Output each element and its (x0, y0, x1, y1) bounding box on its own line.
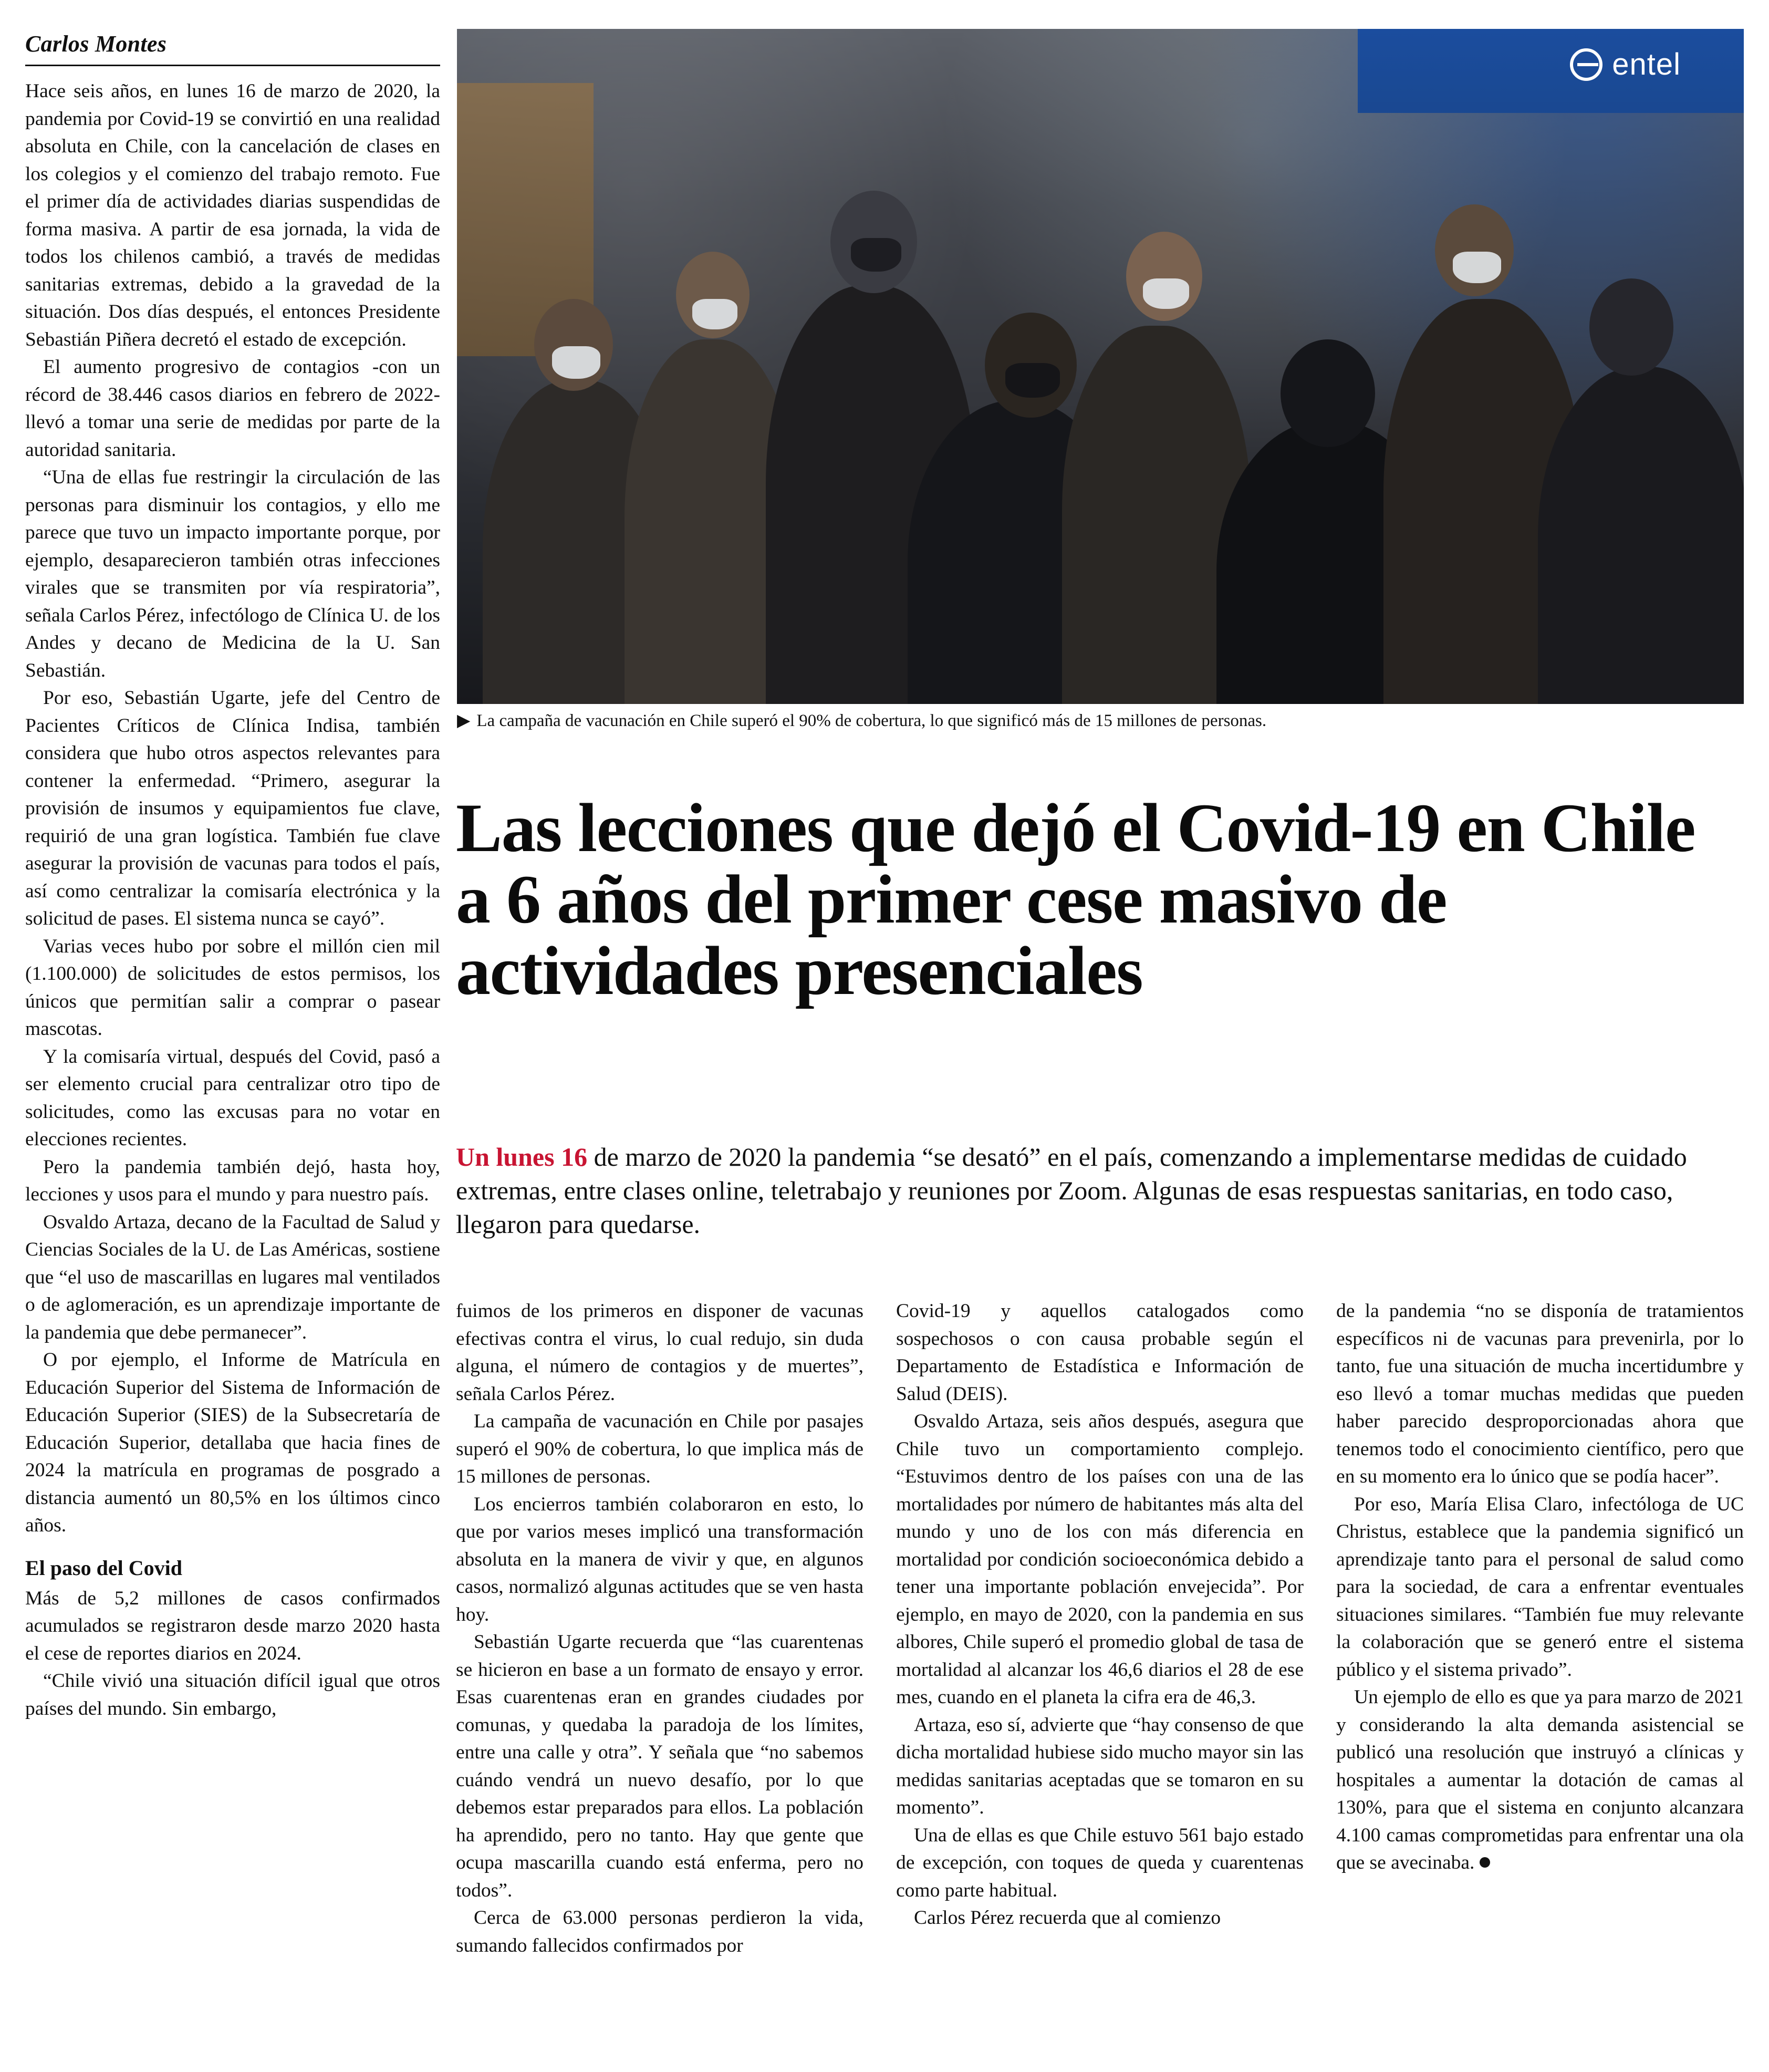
left-paragraph: Hace seis años, en lunes 16 de marzo de 2020, la pandemia por Covid-19 se convirtió en una realidad absoluta en Chile, con la cancelación de clases en los colegios y el comienzo del trabajo remoto. Fue el primer día de actividades diarias suspendidas de forma masiva. A partir de esa jornada, la vida de todos los chilenos cambió, a través de medidas sanitarias extremas, debido a la gravedad de la situación. Dos días después, el entonces Presidente Sebastián Piñera decretó el estado de excepción. (25, 80, 440, 350)
left-paragraph: El aumento progresivo de contagios -con un récord de 38.446 casos diarios en febrero de 2022- llevó a tomar una serie de medidas por parte de la autoridad sanitaria. (25, 356, 440, 461)
photo-scene (457, 29, 1744, 704)
body-paragraph: Osvaldo Artaza, seis años después, asegura que Chile tuvo un comportamiento complejo. “Estuvimos dentro de los países con una de las mortalidades por número de habitantes más alta del mundo y uno de los con más diferencia en mortalidad por condición socioeconómica debido a tener una importante población envejecida”. Por ejemplo, en mayo de 2020, con la pandemia en sus albores, Chile superó el promedio global de tasa de mortalidad al alcanzar los 46,6 diarios el 28 de ese mes, cuando en el planeta la cifra era de 46,3. (896, 1411, 1304, 1708)
lede-lead-in: Un lunes 16 (456, 1142, 588, 1172)
entel-logo (1570, 47, 1681, 82)
body-paragraph: Los encierros también colaboraron en esto, lo que por varios meses implicó una transformación absoluta en la manera de vivir y que, en algunos casos, normalizó algunas actitudes que se ven hasta hoy. (456, 1493, 863, 1625)
crowd-head (1589, 278, 1673, 376)
body-paragraph: Cerca de 63.000 personas perdieron la vida, sumando fallecidos confirmados por (456, 1907, 863, 1956)
left-paragraph: Y la comisaría virtual, después del Covid, pasó a ser elemento crucial para centralizar otro tipo de solicitudes, como las excusas para no votar en elecciones recientes. (25, 1045, 440, 1150)
entel-wordmark: entel (1612, 47, 1681, 81)
left-paragraph: Pero la pandemia también dejó, hasta hoy, lecciones y usos para el mundo y para nuestro país. (25, 1156, 440, 1205)
face-mask (1143, 278, 1189, 309)
billboard-banner (1358, 29, 1744, 113)
face-mask (1453, 252, 1501, 283)
body-paragraph: de la pandemia “no se disponía de tratamientos específicos ni de vacunas para prevenirla, por lo tanto, fue una situación de mucha incertidumbre y eso llevó a tomar muchas medidas que pueden haber parecido desproporcionadas ahora que tenemos todo el conocimiento científico, pero que en su momento era lo único que se podía hacer”. (1336, 1300, 1744, 1487)
lede-text: de marzo de 2020 la pandemia “se desató” en el país, comenzando a implementarse medidas de cuidado extremas, entre clases online, teletrabajo y reuniones por Zoom. Algunas de esas respuestas sanitarias, en todo caso, llegaron para quedarse. (456, 1142, 1687, 1239)
article-photo (457, 29, 1744, 704)
face-mask (1005, 363, 1060, 398)
face-mask (552, 346, 600, 379)
caption-text: La campaña de vacunación en Chile superó el 90% de cobertura, lo que significó más de 15 millones de personas. (476, 711, 1267, 730)
page-title: Las lecciones que dejó el Covid-19 en Chile a 6 años del primer cese masivo de actividades presenciales (456, 789, 1695, 1010)
left-paragraph: O por ejemplo, el Informe de Matrícula en Educación Superior del Sistema de Información de Educación Superior (SIES) de la Subsecretaría de Educación Superior, detallaba que hacia fines de 2024 la matrícula en programas de posgrado a distancia aumentó un 80,5% en los últimos cinco años. (25, 1349, 440, 1536)
left-paragraph: Varias veces hubo por sobre el millón cien mil (1.100.000) de solicitudes de estos permisos, los únicos que permitían salir a comprar o pasear mascotas. (25, 935, 440, 1040)
body-column-1 (456, 1298, 863, 1960)
body-paragraph: Por eso, María Elisa Claro, infectóloga de UC Christus, establece que la pandemia significó un aprendizaje tanto para el personal de salud como para la sociedad, de cara a enfrentar eventuales situaciones similares. “También fue muy relevante la colaboración que se generó entre el sistema público y el sistema privado”. (1336, 1493, 1744, 1681)
body-paragraph: Sebastián Ugarte recuerda que “las cuarentenas se hicieron en base a un formato de ensayo y error. Esas cuarentenas eran en grandes ciudades por comunas, y quedaba la paradoja de los límites, entre una calle y otra”. Y señala que “no sabemos cuándo vendrá un nuevo desafío, por lo que debemos estar preparados para ellos. La población ha aprendido, pero no tanto. Hay que gente que ocupa mascarilla cuando está enferma, pero no todos”. (456, 1631, 863, 1901)
entel-mark-icon (1570, 48, 1602, 81)
body-paragraph: Covid-19 y aquellos catalogados como sospechosos o con causa probable según el Departamento de Estadística e Información de Salud (DEIS). (896, 1300, 1304, 1405)
byline-rule (25, 65, 440, 66)
body-paragraph: Artaza, eso sí, advierte que “hay consenso de que dicha mortalidad hubiese sido mucho mayor sin las medidas sanitarias aceptadas que se tomaron en su momento”. (896, 1714, 1304, 1818)
face-mask (692, 299, 737, 329)
left-paragraph: “Una de ellas fue restringir la circulación de las personas para disminuir los contagios, y ello me parece que tuvo un impacto importante porque, por ejemplo, desaparecieron también otras infecciones virales que se transmiten por vía respiratoria”, señala Carlos Pérez, infectólogo de Clínica U. de los Andes y decano de Medicina de la U. San Sebastián. (25, 467, 440, 681)
left-paragraph: Más de 5,2 millones de casos confirmados acumulados se registraron desde marzo 2020 hasta el cese de reportes diarios en 2024. (25, 1587, 440, 1664)
body-columns (456, 1298, 1744, 1960)
left-paragraph: Por eso, Sebastián Ugarte, jefe del Centro de Pacientes Críticos de Clínica Indisa, también considera que hubo otros aspectos relevantes para contener la enfermedad. “Primero, asegurar la provisión de insumos y equipamientos fue clave, requirió de una gran logística. También fue clave asegurar la provisión de vacunas para todos el país, así como centralizar la comisaría electrónica y la solicitud de pases. El sistema nunca se cayó”. (25, 687, 440, 929)
body-paragraph: Una de ellas es que Chile estuvo 561 bajo estado de excepción, con toques de queda y cuarentenas como parte habitual. (896, 1824, 1304, 1901)
body-paragraph: fuimos de los primeros en disponer de vacunas efectivas contra el virus, lo cual redujo, sin duda alguna, el número de contagios y de muertes”, señala Carlos Pérez. (456, 1300, 863, 1405)
crowd-head (1281, 339, 1375, 447)
end-of-article-mark (1480, 1857, 1490, 1868)
body-paragraph: Carlos Pérez recuerda que al comienzo (914, 1907, 1221, 1929)
body-column-2 (896, 1298, 1304, 1960)
left-column (25, 30, 440, 1723)
caption-marker-icon: ▶ (457, 711, 471, 730)
left-paragraph: Osvaldo Artaza, decano de la Facultad de Salud y Ciencias Sociales de la U. de Las Américas, sostiene que “el uso de mascarillas en lugares mal ventilados o de aglomeración, es un aprendizaje importante de la pandemia que debe permanecer”. (25, 1211, 440, 1343)
body-paragraph: La campaña de vacunación en Chile por pasajes superó el 90% de cobertura, lo que implica más de 15 millones de personas. (456, 1411, 863, 1487)
byline: Carlos Montes (25, 31, 167, 57)
body-paragraph: Un ejemplo de ello es que ya para marzo de 2021 y considerando la alta demanda asistencial se publicó una resolución que instruyó a clínicas y hospitales a aumentar la dotación de camas al 130%, para que el sistema en conjunto alcanzara 4.100 camas comprometidas para enfrentar una ola que se avecinaba. (1336, 1686, 1744, 1873)
face-mask (851, 238, 901, 272)
left-paragraph: “Chile vivió una situación difícil igual que otros países del mundo. Sin embargo, (25, 1670, 440, 1719)
article-lede (456, 1140, 1727, 1241)
body-column-3 (1336, 1298, 1744, 1960)
crowd-figure (1538, 367, 1744, 705)
section-subhead: El paso del Covid (25, 1556, 182, 1580)
photo-caption (457, 710, 1744, 731)
